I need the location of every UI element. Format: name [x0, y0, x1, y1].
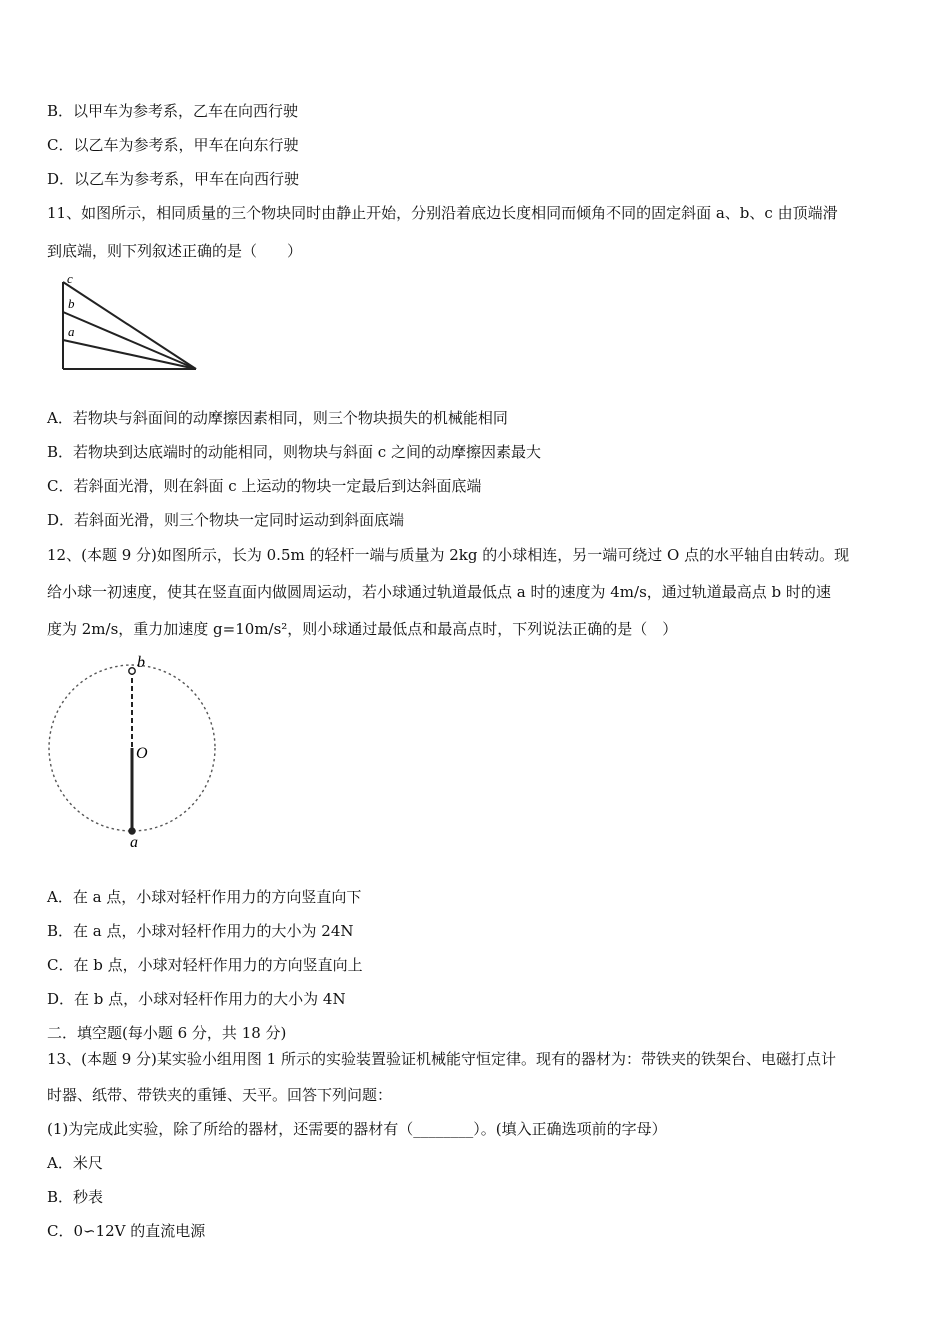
incline-c [63, 282, 196, 369]
section2-title: 二．填空题(每小题 6 分，共 18 分) [47, 1024, 287, 1042]
q12-circle-figure [40, 648, 230, 852]
q12-option-D: D．在 b 点，小球对轻杆作用力的大小为 4N [47, 990, 346, 1008]
q11-option-B: B．若物块到达底端时的动能相同，则物块与斜面 c 之间的动摩擦因素最大 [47, 443, 541, 461]
line-q10-B: B．以甲车为参考系，乙车在向西行驶 [47, 102, 299, 120]
q11-option-A: A．若物块与斜面间的动摩擦因素相同，则三个物块损失的机械能相同 [47, 409, 508, 427]
label-a: a [68, 324, 75, 339]
q11-option-D: D．若斜面光滑，则三个物块一定同时运动到斜面底端 [47, 511, 405, 529]
q11-stem-line1: 11、如图所示，相同质量的三个物块同时由静止开始，分别沿着底边长度相同而倾角不同的固定斜面 a、b、c 由顶端滑 [47, 204, 838, 222]
q11-option-C: C．若斜面光滑，则在斜面 c 上运动的物块一定最后到达斜面底端 [47, 477, 482, 495]
q11-stem-line2: 到底端，则下列叙述正确的是（ ） [47, 242, 303, 260]
q12-option-B: B．在 a 点，小球对轻杆作用力的大小为 24N [47, 922, 354, 940]
q12-option-A: A．在 a 点，小球对轻杆作用力的方向竖直向下 [47, 888, 362, 906]
q12-option-C: C．在 b 点，小球对轻杆作用力的方向竖直向上 [47, 956, 363, 974]
line-q10-D: D．以乙车为参考系，甲车在向西行驶 [47, 170, 300, 188]
point-b [129, 668, 135, 674]
label-c: c [67, 272, 73, 286]
q13-option-C: C．0∽12V 的直流电源 [47, 1222, 206, 1240]
incline-b [63, 312, 196, 369]
q12-stem-line1: 12、(本题 9 分)如图所示，长为 0.5m 的轻杆一端与质量为 2kg 的小球相连，另一端可绕过 O 点的水平轴自由转动。现 [47, 546, 850, 564]
q13-stem-line1: 13、(本题 9 分)某实验小组用图 1 所示的实验装置验证机械能守恒定律。现有的器材为：带铁夹的铁架台、电磁打点计 [47, 1050, 836, 1068]
label-a: a [130, 834, 138, 851]
line-q10-C: C．以乙车为参考系，甲车在向东行驶 [47, 136, 299, 154]
label-O: O [136, 745, 148, 762]
q13-stem-line2: 时器、纸带、带铁夹的重锤、天平。回答下列问题： [47, 1086, 393, 1104]
q13-option-B: B．秒表 [47, 1188, 104, 1206]
label-b: b [137, 654, 145, 671]
incline-a [63, 340, 196, 369]
q13-option-A: A．米尺 [47, 1154, 103, 1172]
q13-sub1: (1)为完成此实验，除了所给的器材，还需要的器材有（________）。(填入正确选项前的字母） [47, 1120, 667, 1138]
label-b: b [68, 296, 75, 311]
q12-stem-line2: 给小球一初速度，使其在竖直面内做圆周运动，若小球通过轨道最低点 a 时的速度为 4m/s，通过轨道最高点 b 时的速 [47, 583, 831, 601]
q11-incline-figure [55, 272, 205, 374]
q12-stem-line3: 度为 2m/s，重力加速度 g=10m/s²，则小球通过最低点和最高点时，下列说法正确的是（ ） [47, 620, 678, 638]
